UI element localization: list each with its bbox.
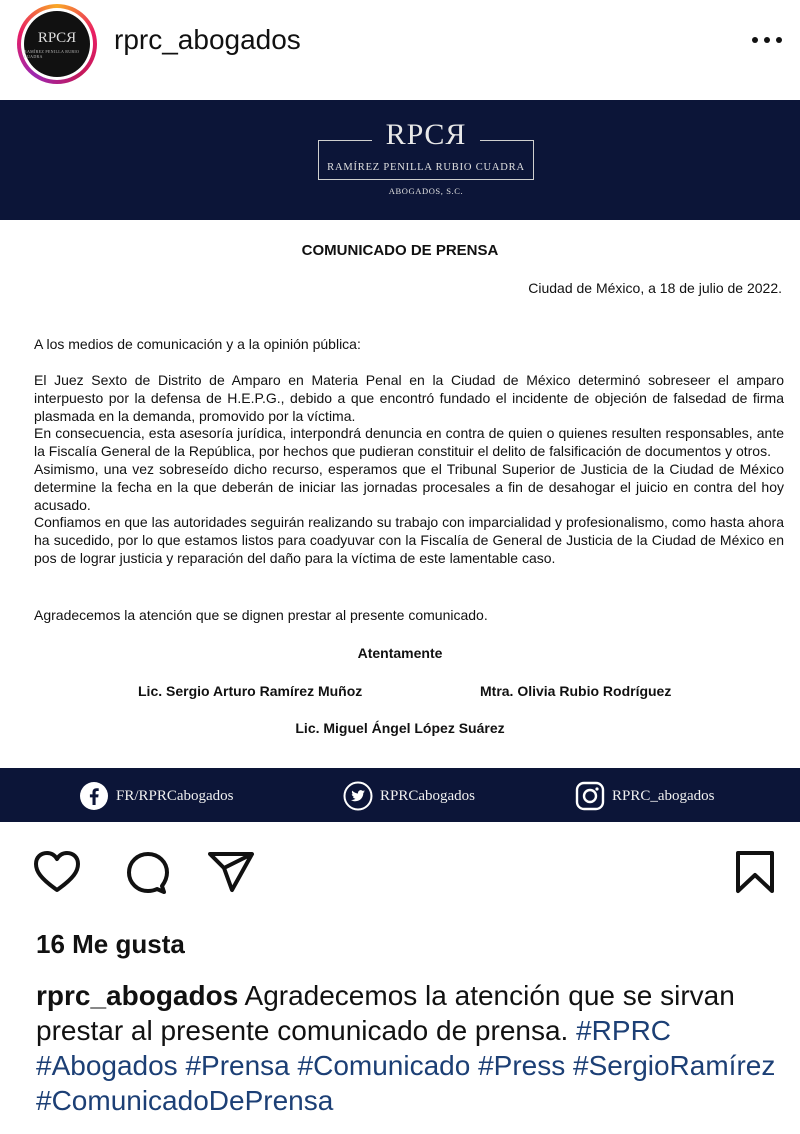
document-paragraph: Asimismo, una vez sobreseído dicho recurso, esperamos que el Tribunal Superior de Justicia de la Ciudad de México determine la fecha en la que deberán de iniciar las jornadas procesales a fin de desahogar el juicio en contra del hoy acusado.	[34, 460, 784, 513]
document-header-band	[0, 100, 800, 220]
caption-text: Agradecemos la atención que se sirvan prestar al presente comunicado de prensa.	[36, 980, 735, 1046]
document-paragraph: En consecuencia, esta asesoría jurídica, interpondrá denuncia en contra de quien o quienes resulten responsables, ante la Fiscalía General de la República, por hechos que pudieran constituir el delito de falsificación de documentos y otros.	[34, 425, 784, 460]
social-twitter	[342, 780, 475, 812]
post-caption	[36, 978, 776, 1118]
document-footer-band	[0, 768, 800, 822]
document-body	[34, 372, 784, 568]
firm-names: RAMÍREZ PENILLA RUBIO CUADRA	[327, 162, 525, 173]
comment-icon[interactable]	[118, 845, 172, 899]
avatar-logo: RPCЯ	[37, 29, 77, 46]
post-header	[0, 0, 800, 86]
facebook-icon	[78, 780, 110, 812]
document-paragraph: El Juez Sexto de Distrito de Amparo en Materia Penal en la Ciudad de México determinó sobreseer el amparo interpuesto por la defensa de H.E.P.G., debido a que encontró fundado el incidente de objeción de falsedad de firma plasmada en la demanda, promovido por la víctima.	[34, 372, 784, 424]
firm-monogram: RPCЯ	[385, 118, 467, 151]
firm-subtitle: ABOGADOS, S.C.	[388, 186, 464, 196]
document-paragraph: Confiamos en que las autoridades seguirán realizando su trabajo con imparcialidad y profesionalismo, como hasta ahora ha sucedido, por lo que estamos listos para coadyuvar con la Fiscalía de General de Justicia de la Ciudad de México en pos de lograr justicia y reparación del daño para la víctima de este lamentable caso.	[34, 514, 784, 566]
heart-icon[interactable]	[30, 845, 84, 899]
likes-count[interactable]: 16 Me gusta	[36, 929, 185, 959]
twitter-handle: RPRCabogados	[380, 787, 476, 804]
facebook-handle: FR/RPRCabogados	[116, 787, 234, 804]
instagram-handle: RPRC_abogados	[612, 787, 715, 804]
bookmark-icon[interactable]	[730, 845, 784, 899]
avatar-image	[24, 11, 90, 77]
signature: Lic. Sergio Arturo Ramírez Muñoz	[138, 683, 363, 699]
caption-username[interactable]: rprc_abogados	[36, 980, 239, 1011]
document-closing: Atentamente	[357, 645, 443, 661]
post-image[interactable]	[0, 100, 800, 822]
story-ring[interactable]	[17, 4, 97, 84]
social-facebook	[78, 780, 234, 812]
hashtag[interactable]: #RPRC	[576, 1015, 672, 1046]
twitter-icon	[342, 780, 374, 812]
post-username[interactable]: rprc_abogados	[114, 24, 301, 55]
hashtag[interactable]: #Press	[478, 1050, 566, 1081]
instagram-icon	[574, 780, 606, 812]
hashtag[interactable]: #Abogados	[36, 1050, 178, 1081]
avatar-subtext: RAMÍREZ PENILLA RUBIO CUADRA	[24, 48, 80, 59]
social-instagram	[574, 780, 715, 812]
document-date: Ciudad de México, a 18 de julio de 2022.	[528, 280, 782, 296]
document-salutation: A los medios de comunicación y a la opinión pública:	[34, 336, 361, 352]
hashtag[interactable]: #SergioRamírez	[573, 1050, 776, 1081]
send-icon[interactable]	[204, 845, 258, 899]
avatar[interactable]	[21, 8, 93, 80]
hashtag[interactable]: #ComunicadoDePrensa	[36, 1085, 334, 1116]
document-thanks: Agradecemos la atención que se dignen prestar al presente comunicado.	[34, 607, 488, 623]
hashtag[interactable]: #Comunicado	[297, 1050, 471, 1081]
more-horizontal-icon[interactable]	[752, 30, 788, 50]
signature: Mtra. Olivia Rubio Rodríguez	[480, 683, 672, 699]
hashtag[interactable]: #Prensa	[185, 1050, 290, 1081]
document-title: COMUNICADO DE PRENSA	[301, 242, 499, 259]
action-bar	[0, 845, 800, 905]
firm-logo	[318, 114, 534, 210]
signature: Lic. Miguel Ángel López Suárez	[295, 720, 505, 736]
